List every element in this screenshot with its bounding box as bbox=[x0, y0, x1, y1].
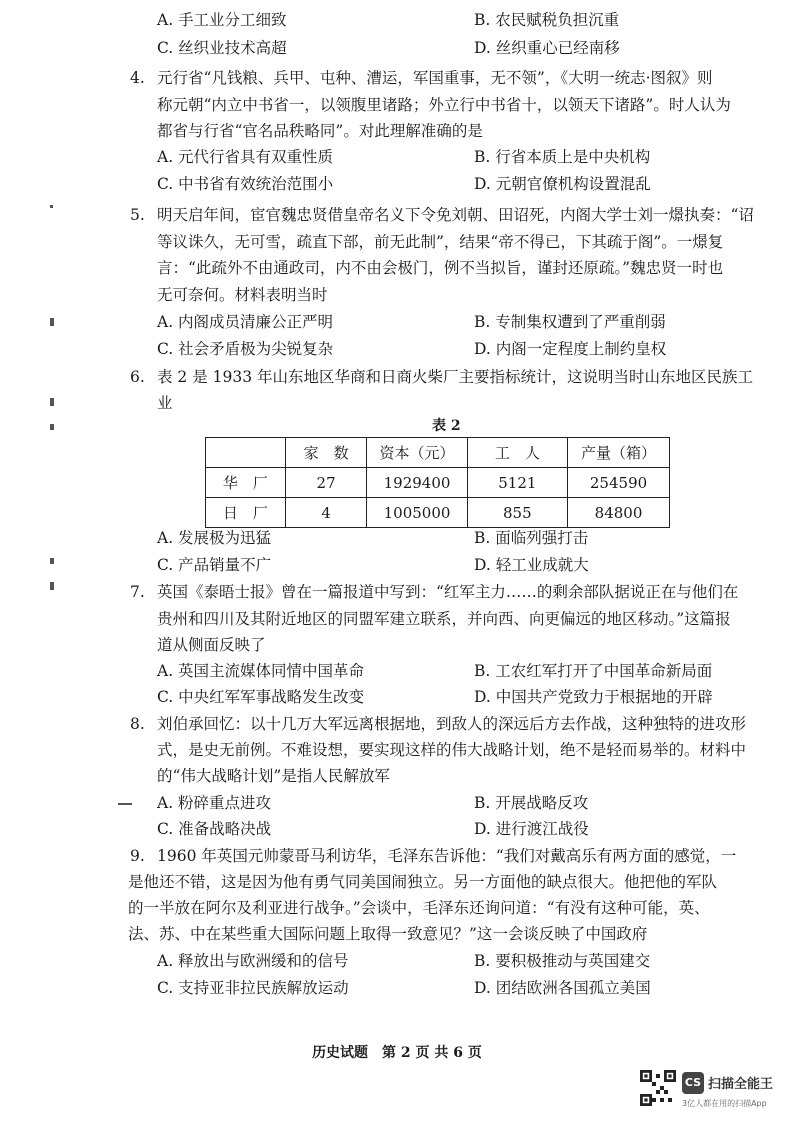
q6-stem-line-2: 业 bbox=[157, 394, 173, 412]
q5-stem-line-3: 言：“此疏外不由通政司，内不由会极门，例不当拟旨，谨封还原疏。”魏忠贤一时也 bbox=[157, 259, 724, 277]
q7-stem-line-3: 道从侧面反映了 bbox=[157, 636, 266, 654]
table-header-row bbox=[206, 438, 670, 468]
q9-option-d: D. 团结欧洲各国孤立美国 bbox=[474, 979, 651, 997]
q9-number: 9. bbox=[130, 847, 145, 865]
scan-mark bbox=[50, 424, 54, 430]
table-cell: 1005000 bbox=[367, 498, 467, 528]
q3-option-d: D. 丝织重心已经南移 bbox=[474, 39, 620, 57]
q9-option-a: A. 释放出与欧洲缓和的信号 bbox=[157, 952, 349, 970]
q5-option-b: B. 专制集权遭到了严重削弱 bbox=[474, 313, 666, 331]
table-header-cell: 资本（元） bbox=[367, 438, 467, 468]
table-cell: 1929400 bbox=[367, 468, 467, 498]
q5-stem-line-4: 无可奈何。材料表明当时 bbox=[157, 286, 328, 304]
q7-option-b: B. 工农红军打开了中国革命新局面 bbox=[474, 662, 713, 680]
table-cell: 254590 bbox=[568, 468, 670, 498]
q5-stem-line-1: 明天启年间，宦官魏忠贤借皇帝名义下令免刘朝、田诏死，内阁大学士刘一燝执奏：“诏 bbox=[157, 206, 754, 224]
q4-option-a: A. 元代行省具有双重性质 bbox=[157, 148, 334, 166]
q9-stem-line-2: 是他还不错，这是因为他有勇气同美国闹独立。另一方面他的缺点很大。他把他的军队 bbox=[128, 873, 718, 891]
scanner-name: 扫描全能王 bbox=[708, 1077, 774, 1092]
q6-option-d: D. 轻工业成就大 bbox=[474, 556, 589, 574]
q4-option-b: B. 行省本质上是中央机构 bbox=[474, 148, 651, 166]
table-cell: 27 bbox=[285, 468, 367, 498]
scan-mark bbox=[50, 398, 54, 406]
table-header-cell: 产量（箱） bbox=[568, 438, 670, 468]
q4-stem-line-3: 都省与行省“官名品秩略同”。对此理解准确的是 bbox=[157, 122, 483, 140]
q6-number: 6. bbox=[130, 368, 145, 386]
q6-option-c: C. 产品销量不广 bbox=[157, 556, 272, 574]
q8-option-c: C. 准备战略决战 bbox=[157, 820, 272, 838]
q4-option-d: D. 元朝官僚机构设置混乱 bbox=[474, 175, 651, 193]
q4-option-c: C. 中书省有效统治范围小 bbox=[157, 175, 334, 193]
scan-mark bbox=[118, 803, 132, 805]
q5-stem-line-2: 等议诛久，无可雪，疏直下部，前无此制”，结果“帝不得已，下其疏于阁”。一燝复 bbox=[157, 233, 724, 251]
match-factory-table bbox=[205, 437, 670, 528]
q4-number: 4. bbox=[130, 69, 145, 87]
q5-option-c: C. 社会矛盾极为尖锐复杂 bbox=[157, 340, 334, 358]
scan-mark bbox=[50, 558, 54, 564]
q5-option-d: D. 内阁一定程度上制约皇权 bbox=[474, 340, 667, 358]
q7-stem-line-2: 贵州和四川及其附近地区的同盟军建立联系，并向西、向更偏远的地区移动。”这篇报 bbox=[157, 610, 731, 628]
q7-option-c: C. 中央红军军事战略发生改变 bbox=[157, 688, 365, 706]
q6-option-b: B. 面临列强打击 bbox=[474, 529, 589, 547]
q8-stem-line-2: 式，是史无前例。不难设想，要实现这样的伟大战略计划，绝不是轻而易举的。材料中 bbox=[157, 741, 747, 759]
table-cell: 4 bbox=[285, 498, 367, 528]
table-header-cell: 工 人 bbox=[467, 438, 567, 468]
q6-stem-line-1: 表 2 是 1933 年山东地区华商和日商火柴厂主要指标统计，这说明当时山东地区民族工 bbox=[157, 368, 754, 386]
table-cell: 855 bbox=[467, 498, 567, 528]
q3-option-a: A. 手工业分工细致 bbox=[157, 11, 287, 29]
table-cell: 华 厂 bbox=[206, 468, 286, 498]
scan-mark bbox=[50, 582, 54, 590]
table-header-cell: 家 数 bbox=[285, 438, 367, 468]
table-header-cell bbox=[206, 438, 286, 468]
q7-stem-line-1: 英国《泰晤士报》曾在一篇报道中写到：“红军主力……的剩余部队据说正在与他们在 bbox=[157, 583, 739, 601]
q3-option-b: B. 农民赋税负担沉重 bbox=[474, 11, 620, 29]
q5-option-a: A. 内阁成员清廉公正严明 bbox=[157, 313, 334, 331]
q8-option-a: A. 粉碎重点进攻 bbox=[157, 794, 272, 812]
q6-option-a: A. 发展极为迅猛 bbox=[157, 529, 272, 547]
q7-option-a: A. 英国主流媒体同情中国革命 bbox=[157, 662, 365, 680]
q8-stem-line-3: 的“伟大战略计划”是指人民解放军 bbox=[157, 767, 390, 785]
qr-code-icon bbox=[640, 1070, 676, 1106]
q4-stem-line-2: 称元朝“内立中书省一，以领腹里诸路；外立行中书省十，以领天下诸路”。时人认为 bbox=[157, 96, 731, 114]
page-footer: 历史试题 第 2 页 共 6 页 bbox=[312, 1045, 482, 1061]
q7-number: 7. bbox=[130, 583, 145, 601]
q8-option-b: B. 开展战略反攻 bbox=[474, 794, 589, 812]
q9-stem-line-3: 的一半放在阿尔及利亚进行战争。”会谈中，毛泽东还询问道：“有没有这种可能，英、 bbox=[128, 899, 710, 917]
q9-option-b: B. 要积极推动与英国建交 bbox=[474, 952, 651, 970]
table-cell: 84800 bbox=[568, 498, 670, 528]
table-cell: 日 厂 bbox=[206, 498, 286, 528]
q9-stem-line-4: 法、苏、中在某些重大国际问题上取得一致意见？”这一会谈反映了中国政府 bbox=[128, 925, 648, 943]
scanner-tagline: 3亿人都在用的扫描App bbox=[682, 1099, 767, 1108]
table-caption: 表 2 bbox=[432, 418, 461, 434]
q9-option-c: C. 支持亚非拉民族解放运动 bbox=[157, 979, 349, 997]
q3-option-c: C. 丝织业技术高超 bbox=[157, 39, 287, 57]
q9-stem-line-1: 1960 年英国元帅蒙哥马利访华，毛泽东告诉他：“我们对戴高乐有两方面的感觉，一 bbox=[157, 847, 737, 865]
q8-option-d: D. 进行渡江战役 bbox=[474, 820, 589, 838]
table-row bbox=[206, 468, 670, 498]
q4-stem-line-1: 元行省“凡钱粮、兵甲、屯种、漕运，军国重事，无不领”，《大明一统志·图叙》则 bbox=[157, 69, 713, 87]
table-row bbox=[206, 498, 670, 528]
scanner-logo: CS bbox=[682, 1072, 704, 1094]
q8-number: 8. bbox=[130, 715, 145, 733]
scan-mark bbox=[50, 318, 54, 326]
scan-mark bbox=[50, 205, 53, 208]
table-cell: 5121 bbox=[467, 468, 567, 498]
q7-option-d: D. 中国共产党致力于根据地的开辟 bbox=[474, 688, 713, 706]
q8-stem-line-1: 刘伯承回忆：以十几万大军远离根据地，到敌人的深远后方去作战，这种独特的进攻形 bbox=[157, 715, 747, 733]
q5-number: 5. bbox=[130, 206, 145, 224]
